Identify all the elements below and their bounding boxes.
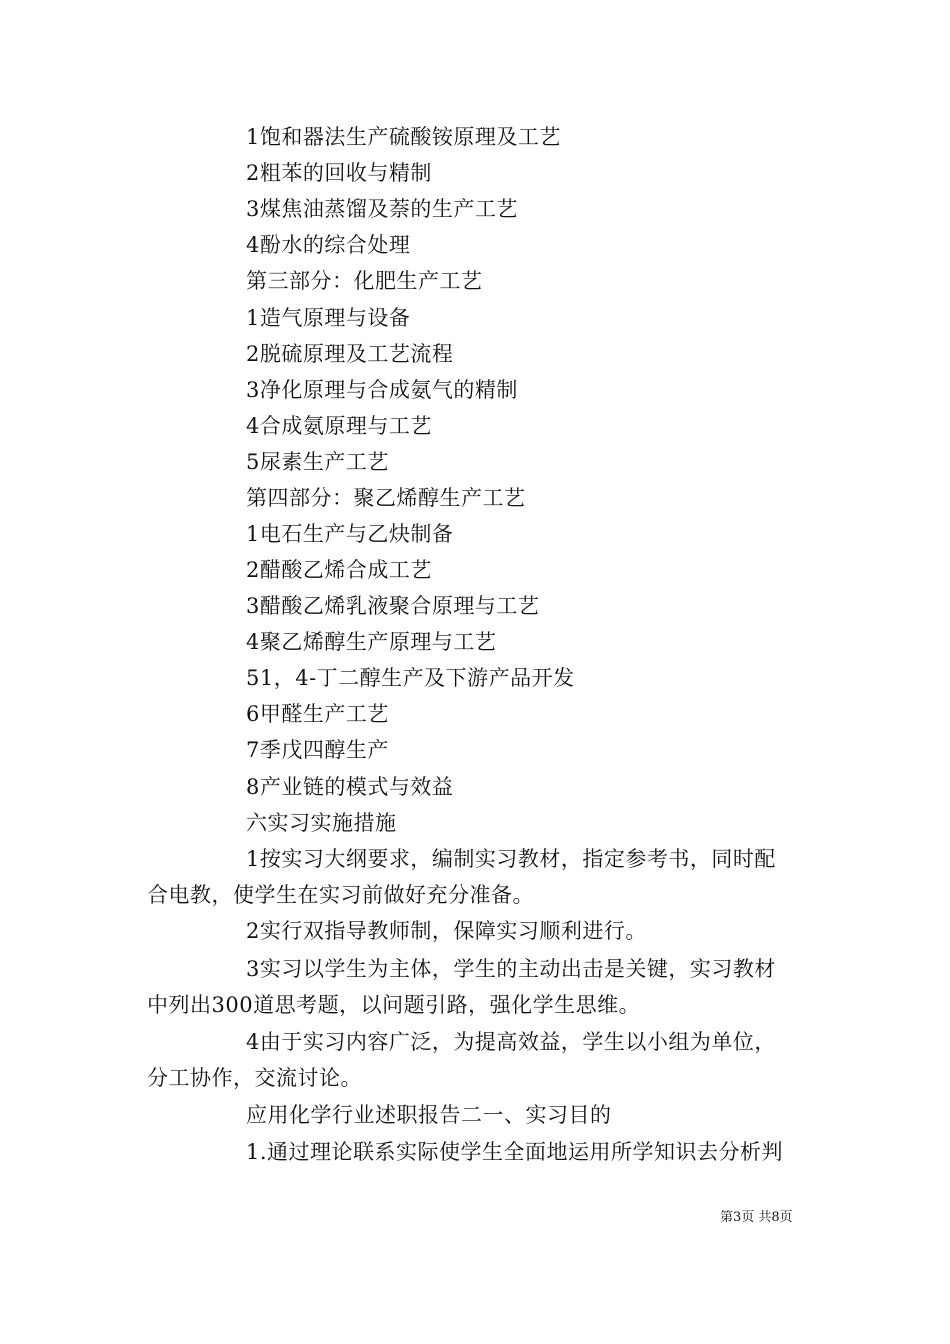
section-heading: 第四部分：聚乙烯醇生产工艺 bbox=[246, 486, 526, 510]
paragraph-line: 2实行双指导教师制，保障实习顺利进行。 bbox=[246, 919, 647, 943]
paragraph-line: 中列出300道思考题，以问题引路，强化学生思维。 bbox=[147, 993, 641, 1017]
text-line: 2醋酸乙烯合成工艺 bbox=[246, 558, 432, 582]
text-line: 3煤焦油蒸馏及萘的生产工艺 bbox=[246, 197, 518, 221]
text-line: 3净化原理与合成氨气的精制 bbox=[246, 378, 518, 402]
text-line: 6甲醛生产工艺 bbox=[246, 702, 389, 726]
text-line: 1饱和器法生产硫酸铵原理及工艺 bbox=[246, 125, 561, 149]
page-number: 第3页 共8页 bbox=[720, 1210, 793, 1225]
section-heading: 六实习实施措施 bbox=[246, 811, 397, 835]
paragraph-line: 4由于实习内容广泛，为提高效益，学生以小组为单位， bbox=[246, 1030, 776, 1054]
paragraph-line: 合电教，使学生在实习前做好充分准备。 bbox=[147, 883, 534, 907]
text-line: 1造气原理与设备 bbox=[246, 306, 411, 330]
paragraph-line: 分工协作，交流讨论。 bbox=[147, 1066, 362, 1090]
text-line: 4酚水的综合处理 bbox=[246, 233, 411, 257]
paragraph-line: 3实习以学生为主体，学生的主动出击是关键，实习教材 bbox=[246, 957, 776, 981]
paragraph-line: 1按实习大纲要求，编制实习教材，指定参考书，同时配 bbox=[246, 847, 776, 871]
text-line: 2脱硫原理及工艺流程 bbox=[246, 342, 454, 366]
text-line: 4聚乙烯醇生产原理与工艺 bbox=[246, 630, 497, 654]
text-line: 1电石生产与乙炔制备 bbox=[246, 522, 454, 546]
text-line: 3醋酸乙烯乳液聚合原理与工艺 bbox=[246, 594, 540, 618]
text-line: 8产业链的模式与效益 bbox=[246, 775, 454, 799]
section-heading: 应用化学行业述职报告二一、实习目的 bbox=[246, 1103, 612, 1127]
text-line: 4合成氨原理与工艺 bbox=[246, 414, 432, 438]
text-line: 51，4-丁二醇生产及下游产品开发 bbox=[246, 666, 575, 690]
text-line: 5尿素生产工艺 bbox=[246, 450, 389, 474]
text-line: 7季戊四醇生产 bbox=[246, 738, 389, 762]
section-heading: 第三部分：化肥生产工艺 bbox=[246, 269, 483, 293]
text-line: 2粗苯的回收与精制 bbox=[246, 161, 432, 185]
paragraph-line: 1.通过理论联系实际使学生全面地运用所学知识去分析判 bbox=[246, 1140, 784, 1164]
